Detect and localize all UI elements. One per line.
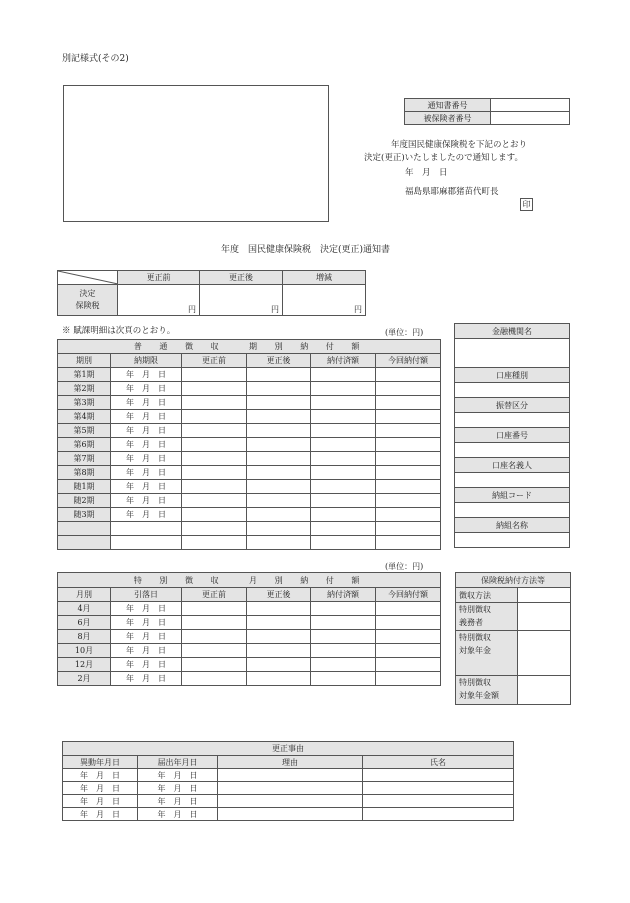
amount-cell (311, 508, 376, 522)
diagonal-line (58, 271, 118, 284)
correction-reason-title: 更正事由 (63, 742, 514, 756)
amount-cell (247, 396, 311, 410)
col-header-before: 更正前 (182, 588, 247, 602)
period-cell: 第1期 (58, 368, 111, 382)
payment-method-row-1-value (518, 588, 571, 603)
amount-cell (182, 368, 247, 382)
bank-field-value (455, 533, 570, 548)
bank-field-value-row (455, 339, 570, 368)
change-date-cell: 年 月 日 (63, 808, 138, 821)
issuer-name: 福島県耶麻郡猪苗代町長 (405, 187, 499, 197)
bank-field-row (455, 458, 570, 473)
bank-field-value-row (455, 503, 570, 518)
col-header-reason: 理由 (218, 756, 363, 769)
correction-reason-body (63, 769, 514, 821)
amount-cell (311, 424, 376, 438)
amount-cell (376, 382, 441, 396)
bank-field-value-row (455, 473, 570, 488)
summary-diff-value (283, 285, 366, 316)
amount-cell (247, 658, 311, 672)
table-row (58, 630, 441, 644)
amount-cell (311, 438, 376, 452)
amount-cell (376, 438, 441, 452)
amount-cell (247, 644, 311, 658)
amount-cell (376, 452, 441, 466)
amount-cell (182, 522, 247, 536)
filing-date-cell: 年 月 日 (138, 808, 218, 821)
amount-cell (311, 452, 376, 466)
amount-cell (311, 480, 376, 494)
amount-cell (247, 466, 311, 480)
amount-cell (311, 410, 376, 424)
due-date-cell: 年 月 日 (111, 396, 182, 410)
amount-cell (311, 616, 376, 630)
summary-row-label (58, 285, 118, 316)
amount-cell (182, 644, 247, 658)
col-header-before: 更正前 (182, 354, 247, 368)
due-date-cell: 年 月 日 (111, 508, 182, 522)
amount-cell (311, 382, 376, 396)
amount-cell (376, 522, 441, 536)
col-header-period: 期別 (58, 354, 111, 368)
due-date-cell: 年 月 日 (111, 452, 182, 466)
amount-cell (376, 616, 441, 630)
normal-collection-body (58, 368, 441, 550)
due-date-cell: 年 月 日 (111, 368, 182, 382)
name-cell (363, 769, 514, 782)
amount-cell (311, 368, 376, 382)
amount-cell (376, 480, 441, 494)
summary-before-value (118, 285, 200, 316)
amount-cell (311, 494, 376, 508)
payment-method-row-2-value (518, 603, 571, 631)
table-row (58, 452, 441, 466)
due-date-cell: 年 月 日 (111, 382, 182, 396)
col-header-paid: 納付済額 (311, 588, 376, 602)
period-cell: 随3期 (58, 508, 111, 522)
payment-method-row-4-line-1: 特別徴収 (459, 678, 491, 687)
payment-method-title: 保険税納付方法等 (456, 573, 571, 588)
summary-row-label-2: 保険税 (75, 301, 100, 310)
note-text: ※ 賦課明細は次頁のとおり。 (62, 326, 176, 336)
amount-cell (376, 494, 441, 508)
table-row (58, 396, 441, 410)
bank-field-value (455, 443, 570, 458)
notice-number-table (404, 98, 570, 125)
amount-cell (247, 494, 311, 508)
table-row (63, 782, 514, 795)
bank-info-table (454, 323, 570, 548)
payment-method-row-2-line-1: 特別徴収 (459, 605, 491, 614)
change-date-cell: 年 月 日 (63, 769, 138, 782)
due-date-cell: 年 月 日 (111, 424, 182, 438)
amount-cell (247, 480, 311, 494)
unit-label-1: (単位：円) (385, 328, 424, 337)
col-header-paid: 納付済額 (311, 354, 376, 368)
bank-field-row (455, 428, 570, 443)
bank-field-row (455, 518, 570, 533)
bank-field-value (455, 503, 570, 518)
table-row (58, 644, 441, 658)
intro-line-1: 年度国民健康保険税を下記のとおり (391, 140, 528, 150)
table-row (58, 658, 441, 672)
col-header-filing-date: 届出年月日 (138, 756, 218, 769)
amount-cell (376, 368, 441, 382)
amount-cell (247, 452, 311, 466)
yen-unit: 円 (271, 305, 279, 314)
period-cell: 第2期 (58, 382, 111, 396)
col-header-name: 氏名 (363, 756, 514, 769)
amount-cell (311, 466, 376, 480)
filing-date-cell: 年 月 日 (138, 795, 218, 808)
debit-date-cell: 年 月 日 (111, 616, 182, 630)
col-header-after: 更正後 (247, 588, 311, 602)
table-row (63, 769, 514, 782)
payment-method-row-2-label (456, 603, 518, 631)
due-date-cell: 年 月 日 (111, 494, 182, 508)
col-header-current: 今回納付額 (376, 354, 441, 368)
amount-cell (247, 424, 311, 438)
due-date-cell (111, 536, 182, 550)
table-row (58, 480, 441, 494)
col-header-change-date: 異動年月日 (63, 756, 138, 769)
due-date-cell: 年 月 日 (111, 466, 182, 480)
amount-cell (247, 672, 311, 686)
notice-date: 年 月 日 (405, 168, 448, 178)
amount-cell (182, 616, 247, 630)
payment-method-row-3-value (518, 631, 571, 676)
month-cell: 10月 (58, 644, 111, 658)
summary-after-value (200, 285, 283, 316)
payment-method-row-3-line-1: 特別徴収 (459, 633, 491, 642)
amount-cell (182, 438, 247, 452)
table-row (58, 494, 441, 508)
bank-field-value (455, 473, 570, 488)
yen-unit: 円 (354, 305, 362, 314)
amount-cell (311, 396, 376, 410)
table-row (58, 602, 441, 616)
amount-cell (182, 424, 247, 438)
month-cell: 2月 (58, 672, 111, 686)
period-cell: 第4期 (58, 410, 111, 424)
normal-collection-title: 普 通 徴 収 期 別 納 付 額 (58, 340, 441, 354)
bank-field-label: 口座種別 (455, 368, 570, 383)
due-date-cell: 年 月 日 (111, 410, 182, 424)
month-cell: 8月 (58, 630, 111, 644)
summary-table (57, 270, 366, 316)
summary-header-diff: 増減 (283, 271, 366, 285)
amount-cell (247, 368, 311, 382)
amount-cell (182, 480, 247, 494)
month-cell: 6月 (58, 616, 111, 630)
summary-corner-cell (58, 271, 118, 285)
amount-cell (311, 536, 376, 550)
table-row (58, 410, 441, 424)
amount-cell (182, 494, 247, 508)
bank-field-value-row (455, 443, 570, 458)
bank-field-row (455, 488, 570, 503)
due-date-cell: 年 月 日 (111, 480, 182, 494)
insured-number-value (491, 112, 570, 125)
payment-method-row-3-line-2: 対象年金 (459, 646, 491, 655)
bank-field-label: 口座番号 (455, 428, 570, 443)
amount-cell (376, 410, 441, 424)
amount-cell (182, 452, 247, 466)
payment-method-row-2-line-2: 義務者 (459, 618, 483, 627)
debit-date-cell: 年 月 日 (111, 658, 182, 672)
amount-cell (376, 672, 441, 686)
bank-field-value (455, 383, 570, 398)
amount-cell (247, 410, 311, 424)
amount-cell (311, 602, 376, 616)
summary-row-label-1: 決定 (79, 289, 96, 298)
notice-number-value (491, 99, 570, 112)
notice-number-label: 通知書番号 (405, 99, 491, 112)
intro-line-2: 決定(更正)いたしましたので通知します。 (364, 153, 523, 163)
bank-field-row (455, 398, 570, 413)
filing-date-cell: 年 月 日 (138, 769, 218, 782)
payment-method-row-1-label: 徴収方法 (456, 588, 518, 603)
amount-cell (247, 522, 311, 536)
table-row (58, 536, 441, 550)
document-title: 年度 国民健康保険税 決定(更正)通知書 (221, 245, 391, 255)
amount-cell (182, 410, 247, 424)
amount-cell (182, 536, 247, 550)
amount-cell (182, 508, 247, 522)
change-date-cell: 年 月 日 (63, 782, 138, 795)
payment-method-row-4-line-2: 対象年金額 (459, 691, 499, 700)
amount-cell (376, 630, 441, 644)
address-box (63, 85, 329, 222)
reason-cell (218, 782, 363, 795)
debit-date-cell: 年 月 日 (111, 644, 182, 658)
amount-cell (247, 508, 311, 522)
reason-cell (218, 769, 363, 782)
payment-method-row-3-label (456, 631, 518, 676)
amount-cell (376, 658, 441, 672)
period-cell: 第8期 (58, 466, 111, 480)
period-cell: 第6期 (58, 438, 111, 452)
bank-field-value (455, 413, 570, 428)
special-collection-title: 特 別 徴 収 月 別 納 付 額 (58, 573, 441, 588)
col-header-after: 更正後 (247, 354, 311, 368)
debit-date-cell: 年 月 日 (111, 602, 182, 616)
period-cell (58, 536, 111, 550)
name-cell (363, 782, 514, 795)
debit-date-cell: 年 月 日 (111, 672, 182, 686)
period-cell: 第3期 (58, 396, 111, 410)
period-cell: 随1期 (58, 480, 111, 494)
period-cell: 随2期 (58, 494, 111, 508)
due-date-cell: 年 月 日 (111, 438, 182, 452)
amount-cell (376, 466, 441, 480)
due-date-cell (111, 522, 182, 536)
period-cell: 第7期 (58, 452, 111, 466)
yen-unit: 円 (188, 305, 196, 314)
amount-cell (182, 672, 247, 686)
month-cell: 12月 (58, 658, 111, 672)
amount-cell (311, 522, 376, 536)
table-row (58, 616, 441, 630)
bank-field-row (455, 324, 570, 339)
table-row (58, 382, 441, 396)
normal-collection-table (57, 339, 441, 550)
bank-field-row (455, 368, 570, 383)
amount-cell (182, 630, 247, 644)
amount-cell (182, 658, 247, 672)
payment-method-row-4-label (456, 676, 518, 705)
bank-field-value-row (455, 533, 570, 548)
month-cell: 4月 (58, 602, 111, 616)
amount-cell (247, 382, 311, 396)
insured-number-label: 被保険者番号 (405, 112, 491, 125)
special-collection-table (57, 572, 441, 686)
summary-header-before: 更正前 (118, 271, 200, 285)
amount-cell (311, 630, 376, 644)
debit-date-cell: 年 月 日 (111, 630, 182, 644)
amount-cell (247, 438, 311, 452)
table-row (63, 808, 514, 821)
form-label: 別記様式(その2) (62, 54, 129, 64)
bank-field-label: 口座名義人 (455, 458, 570, 473)
reason-cell (218, 808, 363, 821)
amount-cell (182, 602, 247, 616)
amount-cell (376, 424, 441, 438)
amount-cell (376, 644, 441, 658)
col-header-month: 月別 (58, 588, 111, 602)
period-cell (58, 522, 111, 536)
name-cell (363, 808, 514, 821)
amount-cell (247, 616, 311, 630)
table-row (58, 438, 441, 452)
bank-info-body (455, 324, 570, 548)
table-row (58, 424, 441, 438)
table-row (58, 522, 441, 536)
amount-cell (247, 536, 311, 550)
change-date-cell: 年 月 日 (63, 795, 138, 808)
amount-cell (311, 658, 376, 672)
amount-cell (376, 396, 441, 410)
table-row (63, 795, 514, 808)
col-header-debit-date: 引落日 (111, 588, 182, 602)
bank-field-label: 納組名称 (455, 518, 570, 533)
correction-reason-table (62, 741, 514, 821)
bank-field-value-row (455, 413, 570, 428)
table-row (58, 508, 441, 522)
period-cell: 第5期 (58, 424, 111, 438)
bank-field-value-row (455, 383, 570, 398)
seal-mark: 印 (520, 198, 533, 211)
bank-field-value (455, 339, 570, 368)
amount-cell (247, 630, 311, 644)
col-header-due-date: 納期限 (111, 354, 182, 368)
amount-cell (376, 536, 441, 550)
amount-cell (376, 508, 441, 522)
payment-method-table (455, 572, 571, 705)
amount-cell (182, 382, 247, 396)
amount-cell (311, 644, 376, 658)
table-row (58, 672, 441, 686)
table-row (58, 368, 441, 382)
amount-cell (182, 396, 247, 410)
bank-field-label: 金融機関名 (455, 324, 570, 339)
unit-label-2: (単位：円) (385, 562, 424, 571)
bank-field-label: 振替区分 (455, 398, 570, 413)
table-row (58, 466, 441, 480)
amount-cell (247, 602, 311, 616)
col-header-current: 今回納付額 (376, 588, 441, 602)
amount-cell (376, 602, 441, 616)
special-collection-body (58, 602, 441, 686)
filing-date-cell: 年 月 日 (138, 782, 218, 795)
summary-header-after: 更正後 (200, 271, 283, 285)
name-cell (363, 795, 514, 808)
bank-field-label: 納組コード (455, 488, 570, 503)
amount-cell (182, 466, 247, 480)
reason-cell (218, 795, 363, 808)
amount-cell (311, 672, 376, 686)
payment-method-row-4-value (518, 676, 571, 705)
